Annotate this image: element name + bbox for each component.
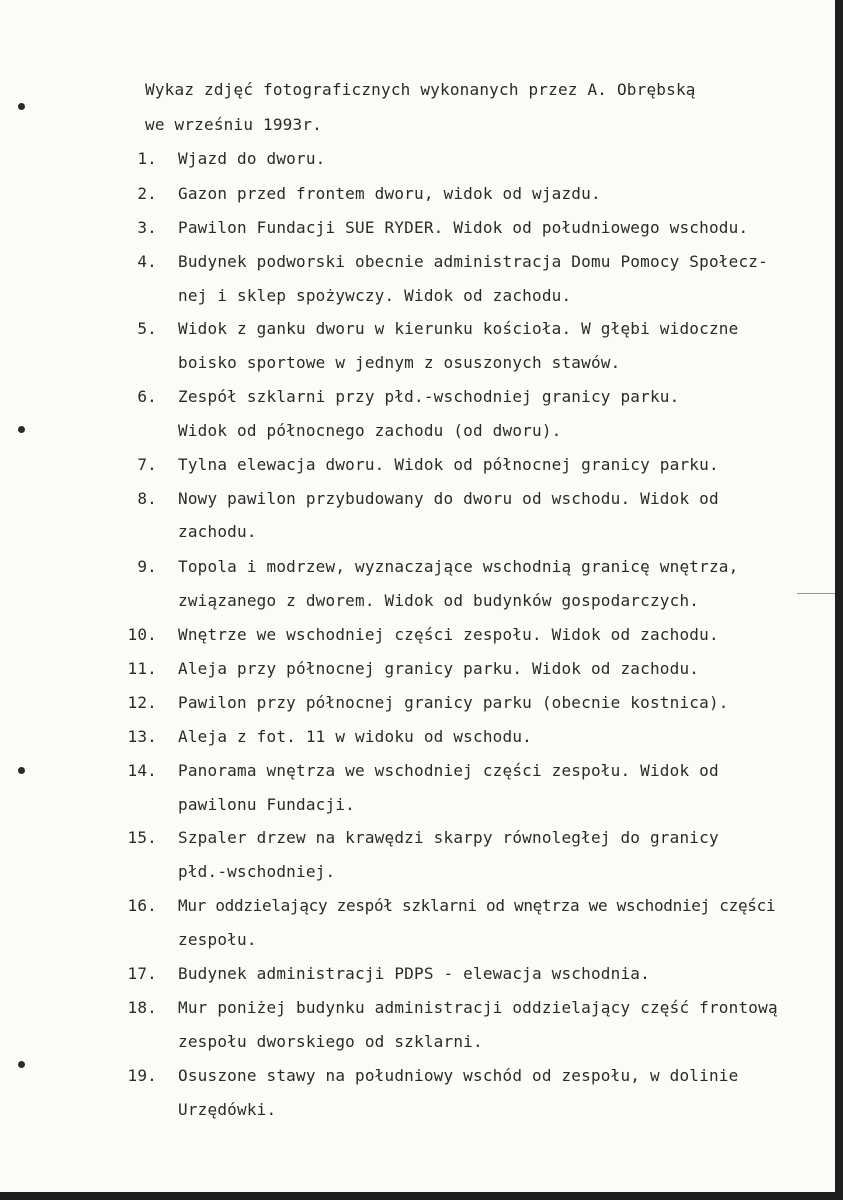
item-text: Wjazd do dworu. [178, 149, 326, 168]
item-text: Budynek podworski obecnie administracja Domu Pomocy Społecz- [178, 252, 768, 271]
punch-hole [18, 1061, 25, 1068]
item-text: Tylna elewacja dworu. Widok od północnej granicy parku. [178, 455, 719, 474]
punch-hole [18, 767, 25, 774]
scan-border-right [835, 0, 843, 1200]
punch-hole [18, 103, 25, 110]
item-number: 7. [137, 455, 157, 474]
item-number: 12. [127, 693, 157, 712]
item-text: nej i sklep spożywczy. Widok od zachodu. [178, 286, 572, 305]
item-number: 4. [137, 252, 157, 271]
item-text: Pawilon przy północnej granicy parku (obecnie kostnica). [178, 693, 729, 712]
item-number: 14. [127, 761, 157, 780]
item-text: Aleja z fot. 11 w widoku od wschodu. [178, 727, 532, 746]
item-number: 6. [137, 387, 157, 406]
item-text: Mur oddzielający zespół szklarni od wnętrza we wschodniej części [178, 896, 776, 915]
item-text: związanego z dworem. Widok od budynków gospodarczych. [178, 591, 700, 610]
heading-line-2: we wrześniu 1993r. [145, 115, 322, 134]
item-text: Topola i modrzew, wyznaczające wschodnią granicę wnętrza, [178, 557, 739, 576]
item-number: 2. [137, 184, 157, 203]
item-text: Budynek administracji PDPS - elewacja wschodnia. [178, 964, 650, 983]
item-text: boisko sportowe w jednym z osuszonych stawów. [178, 353, 621, 372]
item-text: zespołu dworskiego od szklarni. [178, 1032, 483, 1051]
item-number: 17. [127, 964, 157, 983]
item-number: 18. [127, 998, 157, 1017]
item-text: zachodu. [178, 522, 257, 541]
item-number: 5. [137, 319, 157, 338]
item-number: 1. [137, 149, 157, 168]
item-text: Zespół szklarni przy płd.-wschodniej granicy parku. [178, 387, 680, 406]
item-number: 13. [127, 727, 157, 746]
margin-mark [797, 593, 839, 594]
punch-hole [18, 426, 25, 433]
item-text: Pawilon Fundacji SUE RYDER. Widok od południowego wschodu. [178, 218, 749, 237]
item-number: 9. [137, 557, 157, 576]
item-text: Panorama wnętrza we wschodniej części zespołu. Widok od [178, 761, 719, 780]
item-text: płd.-wschodniej. [178, 862, 336, 881]
item-number: 8. [137, 489, 157, 508]
item-text: zespołu. [178, 930, 257, 949]
item-number: 3. [137, 218, 157, 237]
item-text: Nowy pawilon przybudowany do dworu od wschodu. Widok od [178, 489, 719, 508]
item-number: 19. [127, 1066, 157, 1085]
scan-border-bottom [0, 1192, 843, 1200]
item-number: 16. [127, 896, 157, 915]
item-text: Szpaler drzew na krawędzi skarpy równoległej do granicy [178, 828, 719, 847]
item-text: Osuszone stawy na południowy wschód od zespołu, w dolinie [178, 1066, 739, 1085]
item-text: Wnętrze we wschodniej części zespołu. Widok od zachodu. [178, 625, 719, 644]
heading-line-1: Wykaz zdjęć fotograficznych wykonanych przez A. Obrębską [145, 80, 696, 99]
item-text: Mur poniżej budynku administracji oddzielający część frontową [178, 998, 778, 1017]
item-text: pawilonu Fundacji. [178, 795, 355, 814]
item-number: 15. [127, 828, 157, 847]
item-number: 10. [127, 625, 157, 644]
item-number: 11. [127, 659, 157, 678]
item-text: Aleja przy północnej granicy parku. Widok od zachodu. [178, 659, 700, 678]
item-text: Urzędówki. [178, 1100, 277, 1119]
item-text: Widok z ganku dworu w kierunku kościoła. W głębi widoczne [178, 319, 739, 338]
item-text: Gazon przed frontem dworu, widok od wjazdu. [178, 184, 601, 203]
item-text: Widok od północnego zachodu (od dworu). [178, 421, 562, 440]
